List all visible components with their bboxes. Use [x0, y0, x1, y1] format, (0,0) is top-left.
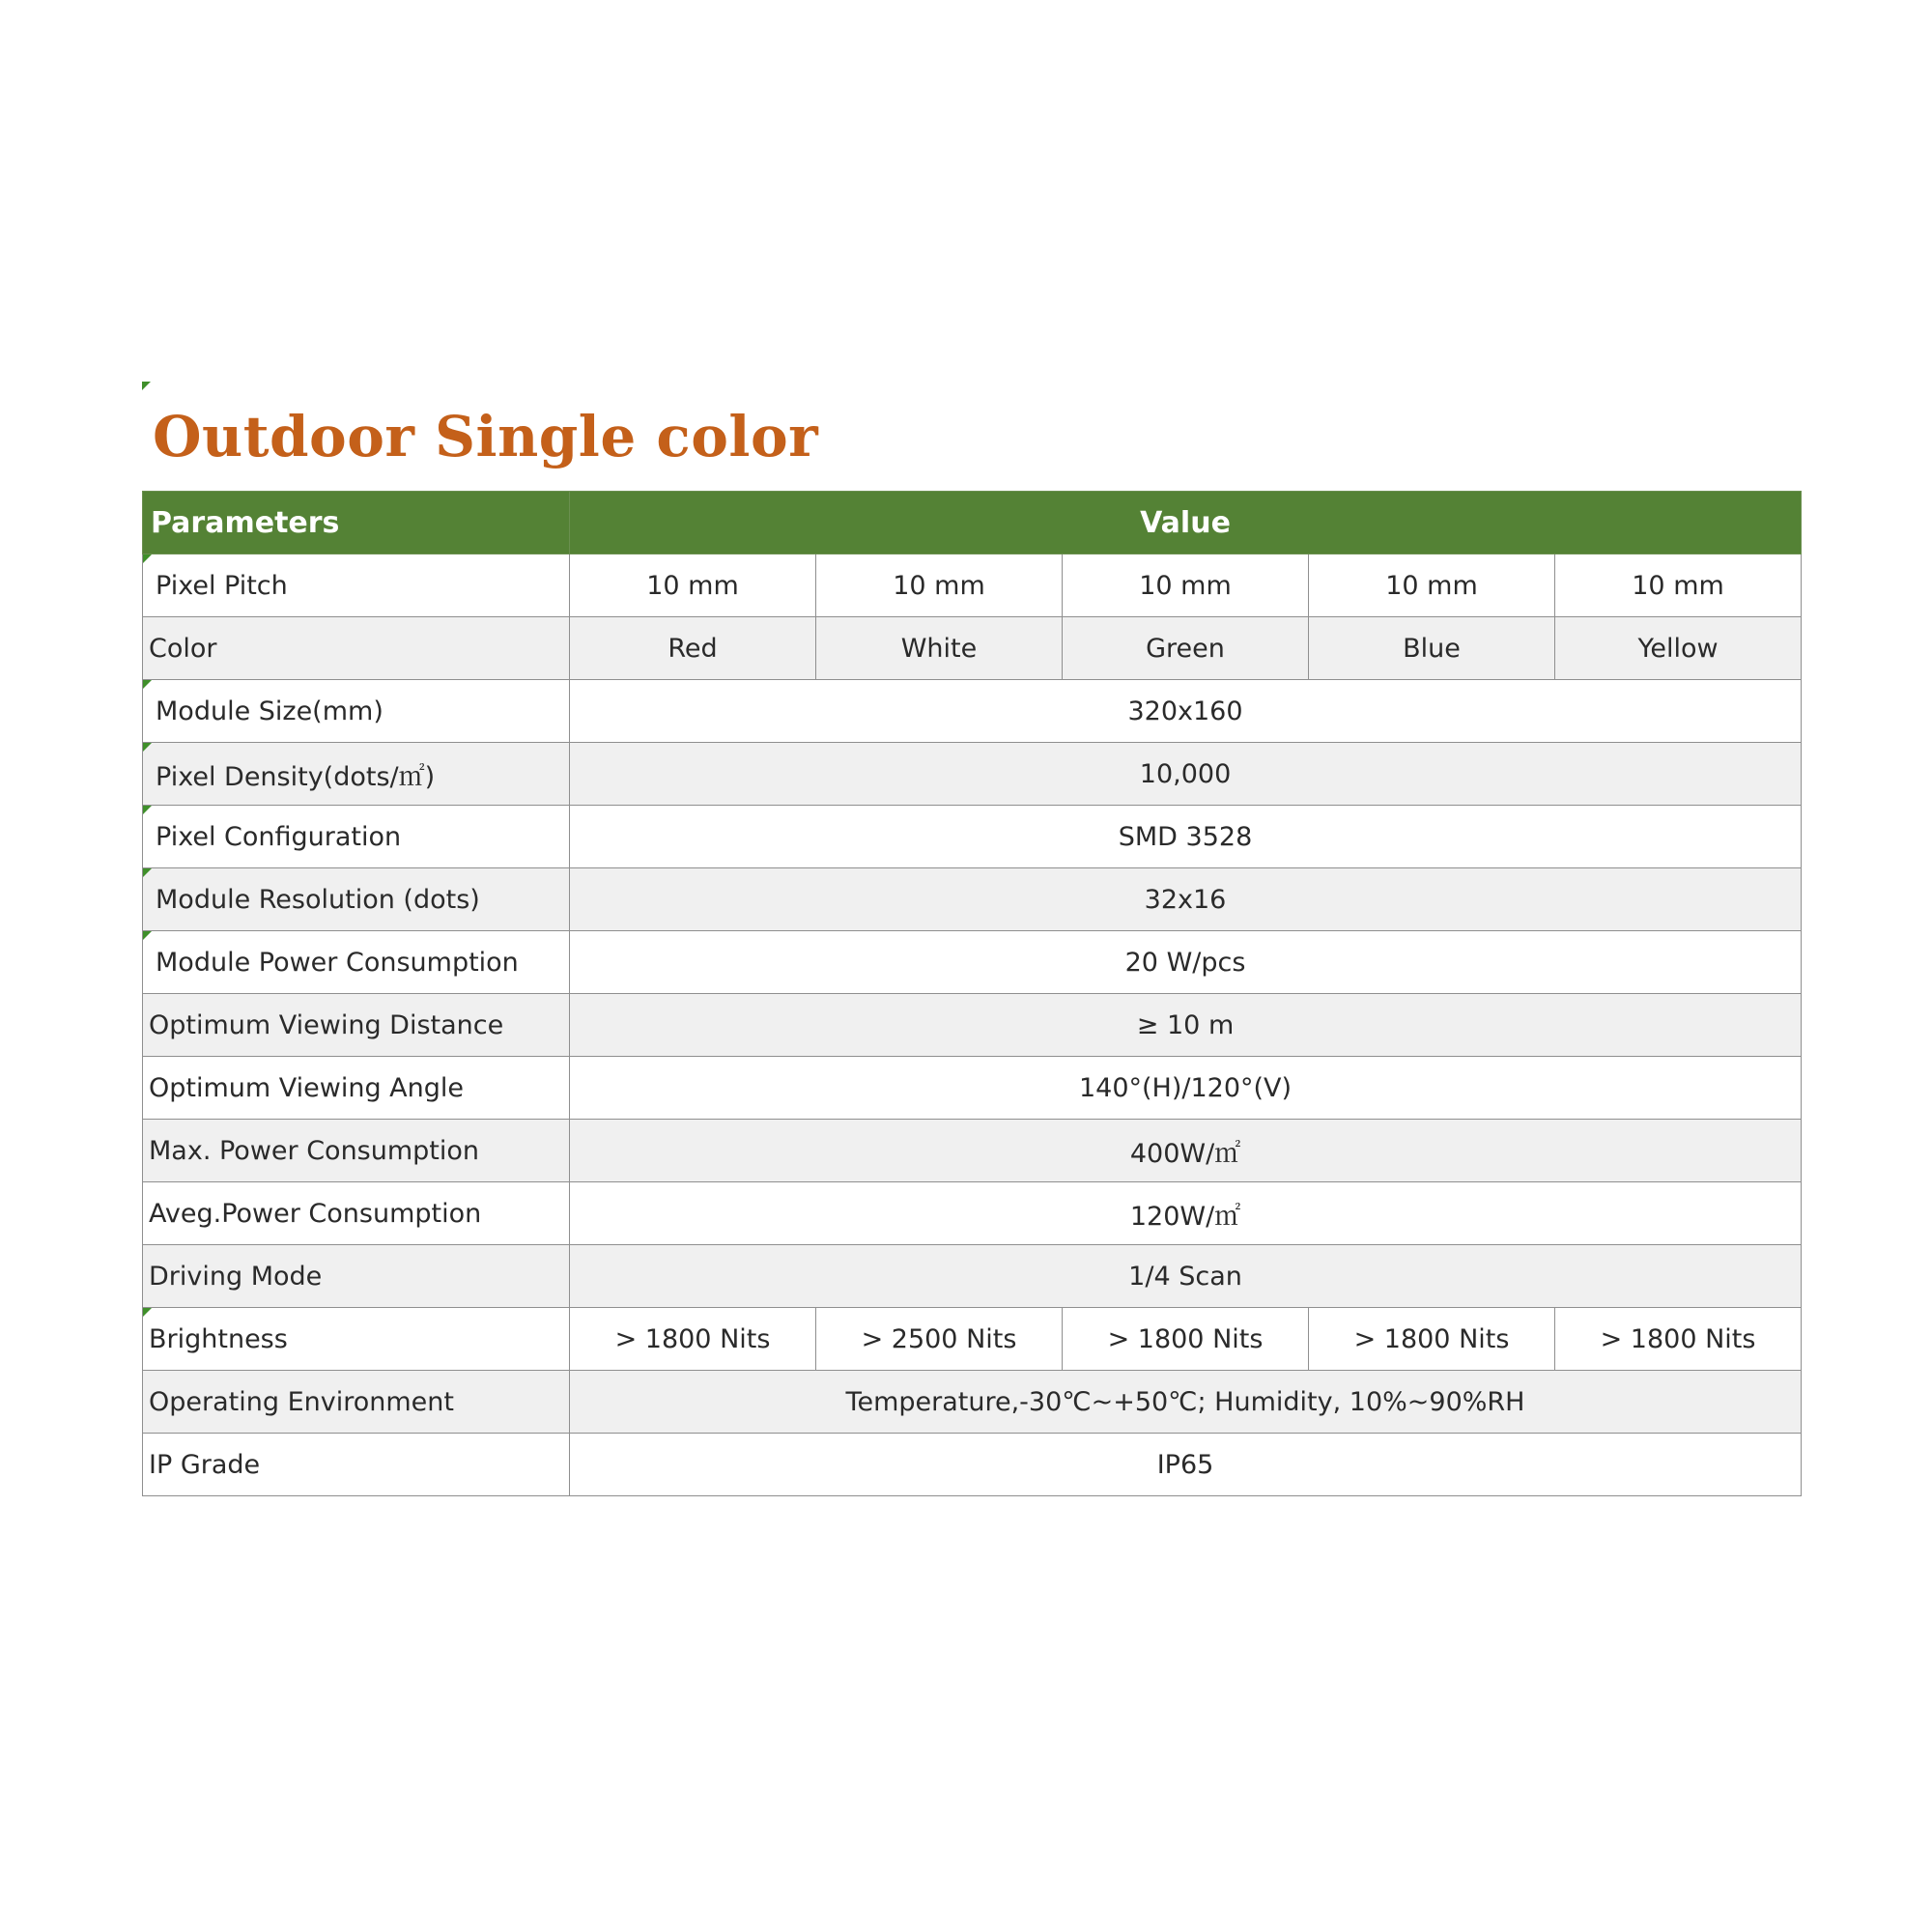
table-row [143, 617, 1802, 680]
param-cell: Pixel Pitch [143, 554, 570, 617]
table-row [143, 1120, 1802, 1182]
corner-marker-icon [143, 806, 152, 814]
param-cell: Pixel Density(dots/㎡) [143, 743, 570, 806]
corner-marker-icon [143, 868, 152, 877]
corner-marker-icon [143, 1308, 152, 1317]
param-cell: Module Resolution (dots) [143, 868, 570, 931]
value-cell: 10,000 [570, 743, 1802, 806]
table-row [143, 743, 1802, 806]
param-cell: Color [143, 617, 570, 680]
value-cell: 10 mm [1309, 554, 1555, 617]
param-cell: Aveg.Power Consumption [143, 1182, 570, 1245]
table-row [143, 1057, 1802, 1120]
value-cell: > 1800 Nits [570, 1308, 816, 1371]
table-row [143, 1308, 1802, 1371]
spec-table [142, 491, 1802, 1496]
value-cell: > 1800 Nits [1555, 1308, 1802, 1371]
corner-marker-icon [143, 931, 152, 940]
param-cell: Optimum Viewing Distance [143, 994, 570, 1057]
corner-marker-icon [143, 554, 152, 563]
param-cell: Brightness [143, 1308, 570, 1371]
table-row [143, 680, 1802, 743]
value-cell: 140°(H)/120°(V) [570, 1057, 1802, 1120]
param-cell: Module Power Consumption [143, 931, 570, 994]
value-cell: Yellow [1555, 617, 1802, 680]
param-cell: Module Size(mm) [143, 680, 570, 743]
value-cell: 10 mm [1555, 554, 1802, 617]
value-cell: Red [570, 617, 816, 680]
value-cell: 10 mm [816, 554, 1063, 617]
param-cell: Pixel Configuration [143, 806, 570, 868]
value-cell: 10 mm [570, 554, 816, 617]
table-row [143, 931, 1802, 994]
value-cell: > 1800 Nits [1309, 1308, 1555, 1371]
param-cell: IP Grade [143, 1434, 570, 1496]
title-marker-icon [142, 382, 151, 390]
value-cell: 1/4 Scan [570, 1245, 1802, 1308]
value-cell: Green [1063, 617, 1309, 680]
value-cell: 32x16 [570, 868, 1802, 931]
table-row [143, 554, 1802, 617]
value-cell: 10 mm [1063, 554, 1309, 617]
param-cell: Max. Power Consumption [143, 1120, 570, 1182]
param-cell: Operating Environment [143, 1371, 570, 1434]
table-header-row [143, 492, 1802, 554]
table-row [143, 1245, 1802, 1308]
param-cell: Optimum Viewing Angle [143, 1057, 570, 1120]
page-title: Outdoor Single color [153, 404, 819, 469]
value-cell: 20 W/pcs [570, 931, 1802, 994]
param-cell: Driving Mode [143, 1245, 570, 1308]
value-cell: > 1800 Nits [1063, 1308, 1309, 1371]
value-header: Value [570, 492, 1802, 554]
table-row [143, 994, 1802, 1057]
value-cell: IP65 [570, 1434, 1802, 1496]
table-row [143, 1434, 1802, 1496]
value-cell: 400W/㎡ [570, 1120, 1802, 1182]
table-row [143, 806, 1802, 868]
value-cell: White [816, 617, 1063, 680]
corner-marker-icon [143, 680, 152, 689]
value-cell: Blue [1309, 617, 1555, 680]
value-cell: > 2500 Nits [816, 1308, 1063, 1371]
value-cell: Temperature,-30℃~+50℃; Humidity, 10%~90%RH [570, 1371, 1802, 1434]
value-cell: ≥ 10 m [570, 994, 1802, 1057]
table-row [143, 868, 1802, 931]
value-cell: 320x160 [570, 680, 1802, 743]
value-cell: 120W/㎡ [570, 1182, 1802, 1245]
table-row [143, 1182, 1802, 1245]
value-cell: SMD 3528 [570, 806, 1802, 868]
parameters-header: Parameters [143, 492, 570, 554]
corner-marker-icon [143, 743, 152, 752]
table-row [143, 1371, 1802, 1434]
